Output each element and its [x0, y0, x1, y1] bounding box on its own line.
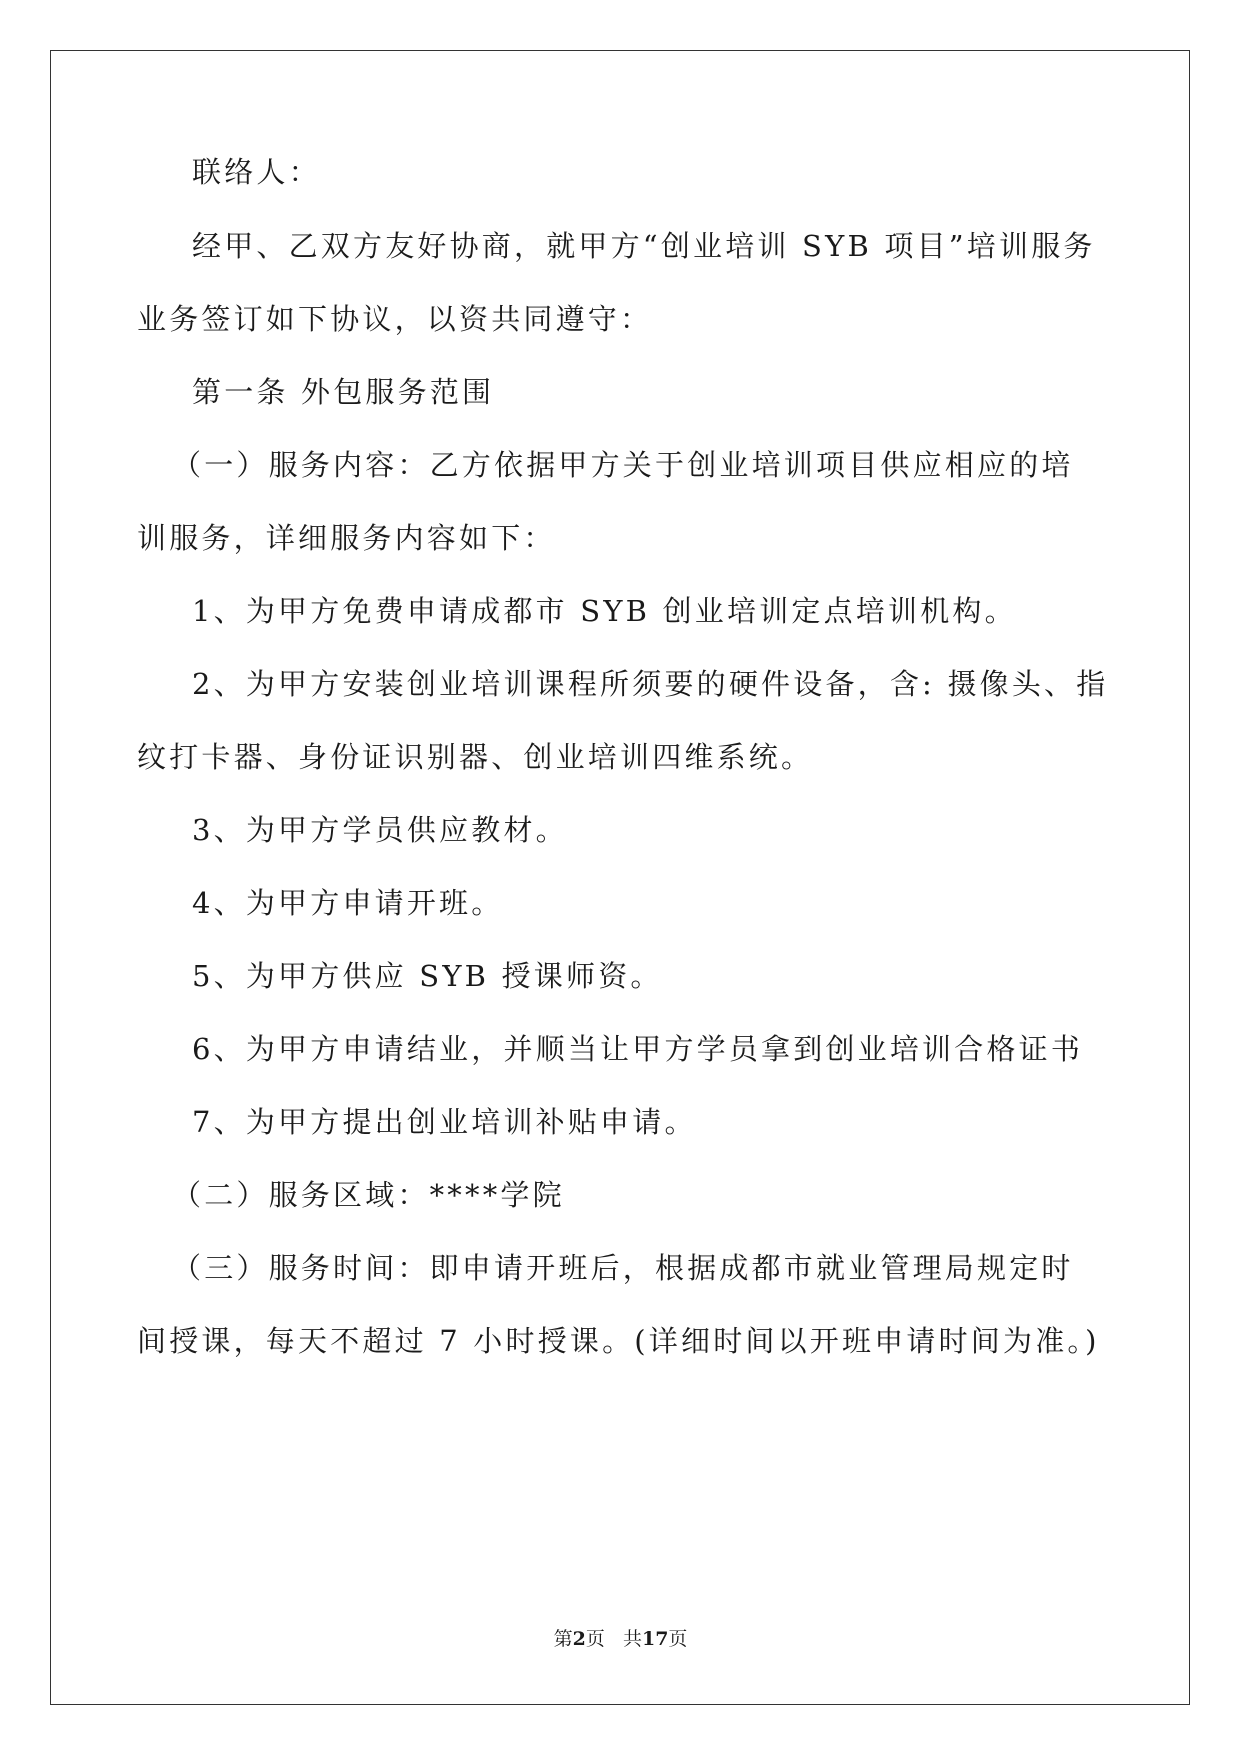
footer-total-suffix: 页: [668, 1628, 688, 1650]
contact-person-label: 联络人：: [192, 155, 321, 189]
service-item-7: 7、为甲方提出创业培训补贴申请。: [192, 1105, 697, 1139]
service-item-1: 1、为甲方免费申请成都市 SYB 创业培训定点培训机构。: [192, 594, 1017, 628]
intro-paragraph-line-2: 业务签订如下协议，以资共同遵守：: [137, 302, 653, 336]
page-footer: [0, 1630, 1241, 1649]
service-item-4: 4、为甲方申请开班。: [192, 886, 504, 920]
intro-paragraph-line-1: 经甲、乙双方友好协商，就甲方“创业培训 SYB 项目”培训服务: [192, 229, 1096, 263]
service-content-line-1: （一）服务内容：乙方依据甲方关于创业培训项目供应相应的培: [172, 448, 1074, 482]
service-item-3: 3、为甲方学员供应教材。: [192, 813, 568, 847]
footer-page-suffix: 页: [585, 1628, 605, 1650]
service-time-line-1: （三）服务时间：即申请开班后，根据成都市就业管理局规定时: [172, 1251, 1074, 1285]
service-item-2-line-2: 纹打卡器、身份证识别器、创业培训四维系统。: [137, 740, 814, 774]
article-one-heading: 第一条 外包服务范围: [192, 375, 495, 409]
footer-total-prefix: 共: [622, 1628, 642, 1650]
service-item-2-line-1: 2、为甲方安装创业培训课程所须要的硬件设备，含: 摄像头、指: [192, 667, 1109, 701]
service-item-5: 5、为甲方供应 SYB 授课师资。: [192, 959, 663, 993]
page-frame: [50, 50, 1190, 1705]
footer-total-pages: 17: [641, 1628, 669, 1650]
footer-prefix: 第: [553, 1628, 573, 1650]
service-time-line-2: 间授课，每天不超过 7 小时授课。(详细时间以开班申请时间为准。): [137, 1324, 1100, 1358]
service-area: （二）服务区域：****学院: [172, 1178, 565, 1212]
service-item-6: 6、为甲方申请结业，并顺当让甲方学员拿到创业培训合格证书: [192, 1032, 1084, 1066]
service-content-line-2: 训服务，详细服务内容如下：: [137, 521, 556, 555]
footer-page-number: 2: [572, 1628, 586, 1650]
